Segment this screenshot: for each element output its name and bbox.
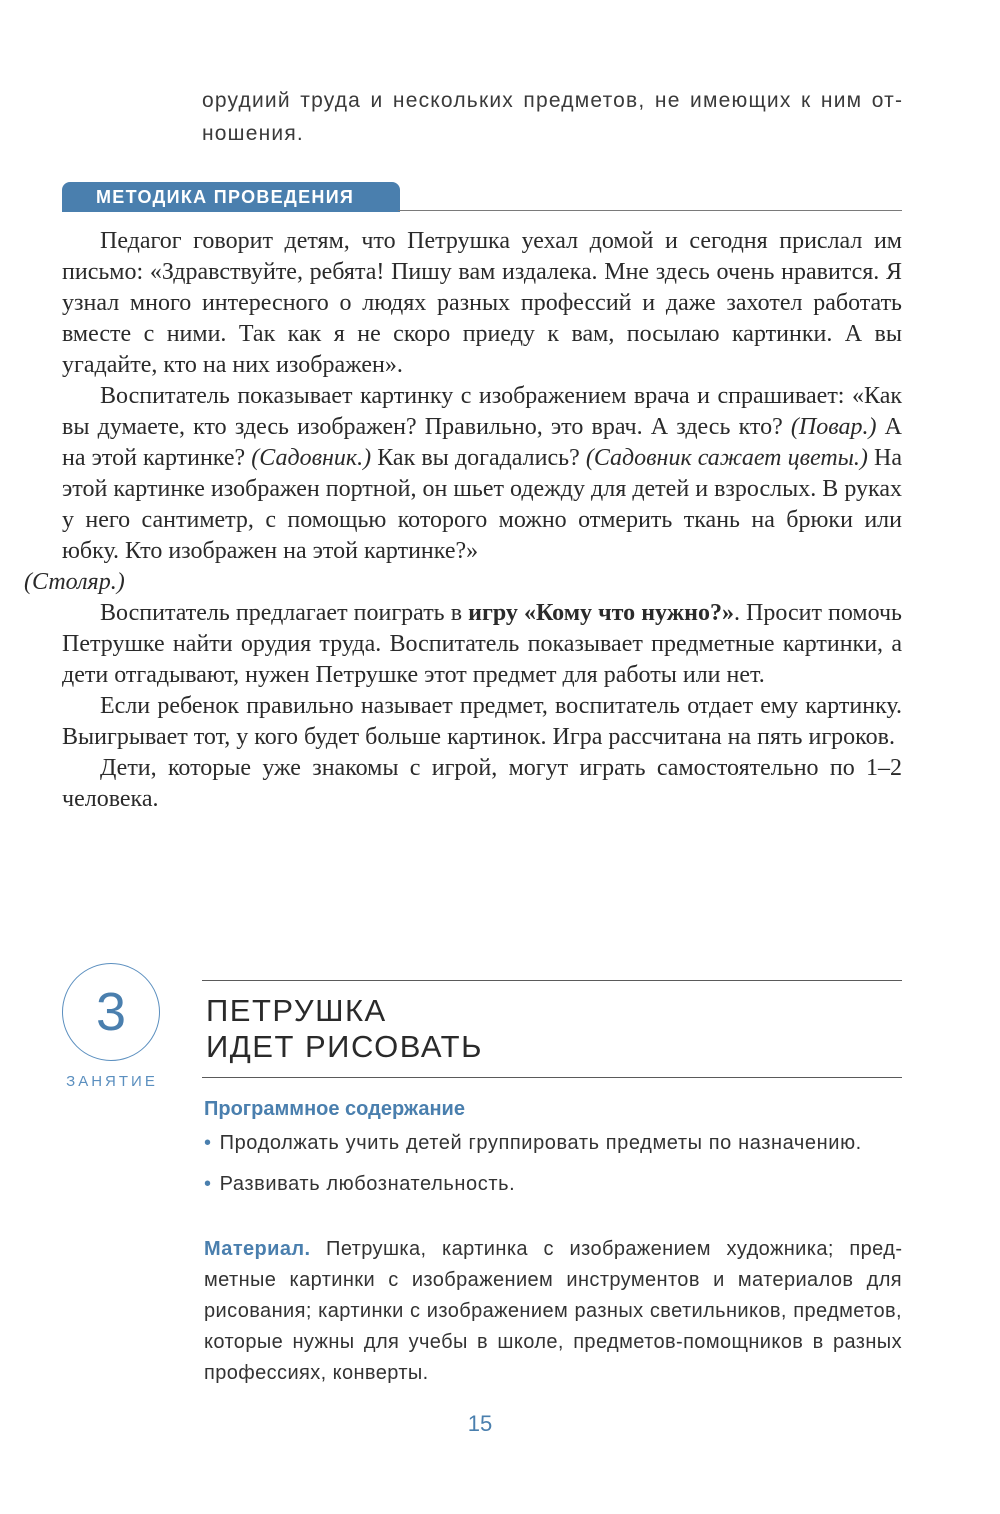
paragraph: Воспитатель показывает картинку с изображением врача и спрашивает: «Как вы думаете, кто здесь изображен? Правильно, это врач. А здесь кто? (Повар.) А на этой картинке? (Садовник.) Как вы догадались? (Садовник сажает цветы.) На этой картинке изображен портной, он шьет одежду для детей и взрослых. В руках у него сантиметр, с помощью которого можно отмерить ткань на брюки или юбку. Кто изображен на этой картинке?» (Столяр.) [24,383,902,595]
title-bottom-divider [202,1077,902,1078]
material-text: Петрушка, картинка с изображением художника; предметные картинки с изображением инструментов и материалов для рисования; картинки с изображением разных светильников, предметов, которые нужны для учебы в школе, предметов-помощников в разных профессиях, конверты. [204,1238,902,1384]
method-section-header [62,182,902,212]
material-paragraph [204,1234,902,1389]
program-bullets [204,1128,902,1210]
title-top-divider [202,980,902,981]
lesson-number-badge: 3 [62,963,160,1061]
game-name: игру «Кому что нужно?» [468,600,734,626]
material-label: Материал. [204,1238,311,1260]
list-item: • Продолжать учить детей группировать предметы по назначению. [204,1132,862,1154]
bullet-icon: • [204,1132,212,1154]
bullet-icon: • [204,1173,212,1195]
lesson-title-line1: ПЕТРУШКА [206,993,387,1028]
program-content-heading: Программное содержание [204,1098,465,1120]
lesson-title [206,993,483,1065]
intro-text: орудиий труда и нескольких предметов, не имеющих к ним отношения. [202,89,902,145]
paragraph: Педагог говорит детям, что Петрушка уехал домой и сегодня прислал им письмо: «Здравствуйте, ребята! Пишу вам издалека. Мне здесь очень нравится. Я узнал много интересного о людях разных профессий и даже захотел работать вместе с ними. Так как я не скоро приеду к вам, посылаю картинки. А вы угадайте, кто на них изображен». [62,228,902,378]
header-divider [398,210,902,211]
page-number: 15 [467,1411,493,1436]
lesson-title-line2: ИДЕТ РИСОВАТЬ [206,1029,483,1064]
paragraph: Воспитатель предлагает поиграть в игру «Кому что нужно?». Просит помочь Петрушке найти орудия труда. Воспитатель показывает предметные картинки, а дети отгадывают, нужен Петрушке этот предмет для работы или нет. [62,600,903,688]
paragraph: Если ребенок правильно называет предмет, воспитатель отдает ему картинку. Выигрывает тот, у кого будет больше картинок. Игра рассчитана на пять игроков. [62,693,902,750]
list-item: • Развивать любознательность. [204,1173,516,1195]
paragraph: Дети, которые уже знакомы с игрой, могут играть самостоятельно по 1–2 человека. [62,755,902,812]
method-section-title: МЕТОДИКА ПРОВЕДЕНИЯ [62,182,400,212]
method-body [24,226,903,815]
lesson-label: ЗАНЯТИЕ [66,1073,158,1090]
